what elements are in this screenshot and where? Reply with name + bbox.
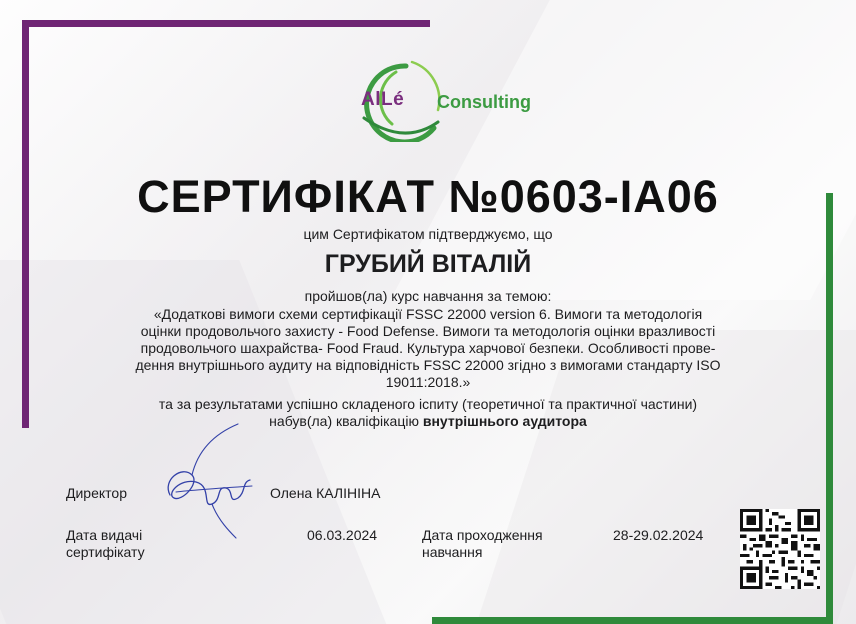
training-date-label-line2: навчання [422,544,483,560]
frame-purple-top [22,20,430,27]
course-line: «Додаткові вимоги схеми сертифікації FSSC 22000 version 6. Вимоги та методологія [153,306,703,322]
director-signature [152,420,262,540]
issue-date-value: 06.03.2024 [307,527,378,543]
qualification-prefix: набув(ла) кваліфікацію [269,413,423,429]
qualification-text [0,413,856,429]
qualification-value: внутрішнього аудитора [422,413,587,429]
confirm-text: цим Сертифікатом підтверджуємо, що [303,226,553,242]
director-name: Олена КАЛІНІНА [270,485,381,501]
issue-date-label-line1: Дата видачі [66,527,143,543]
director-label: Директор [66,485,127,501]
training-date-value: 28-29.02.2024 [613,527,704,543]
course-line: дення внутрішнього аудиту на відповідність FSSC 22000 згідно з вимогами стандарту ISO [135,357,721,373]
passed-text: пройшов(ла) курс навчання за темою: [304,288,552,304]
recipient-name: ГРУБИЙ ВІТАЛІЙ [324,250,532,278]
logo-consulting-text: Consulting [437,92,531,112]
logo-brand-text: AlLé [361,89,405,110]
course-line: продовольчого шахрайства- Food Fraud. Культура харчової безпеки. Особливості прове- [140,340,716,356]
frame-purple-left [22,20,29,428]
course-description [115,306,741,391]
frame-green-bottom [432,617,833,624]
qr-code[interactable] [740,509,820,589]
training-date-label-line1: Дата проходження [422,527,543,543]
course-line: оцінки продовольчого захисту - Food Defense. Вимоги та методологія оцінки вразливості [140,323,716,339]
course-line: 19011:2018.» [385,374,471,390]
issue-date-label-line2: сертифікату [66,544,145,560]
certificate-title: СЕРТИФІКАТ №0603-ІА06 [137,171,719,222]
result-text: та за результатами успішно складеного іспиту (теоретичної та практичної частини) [158,396,698,412]
